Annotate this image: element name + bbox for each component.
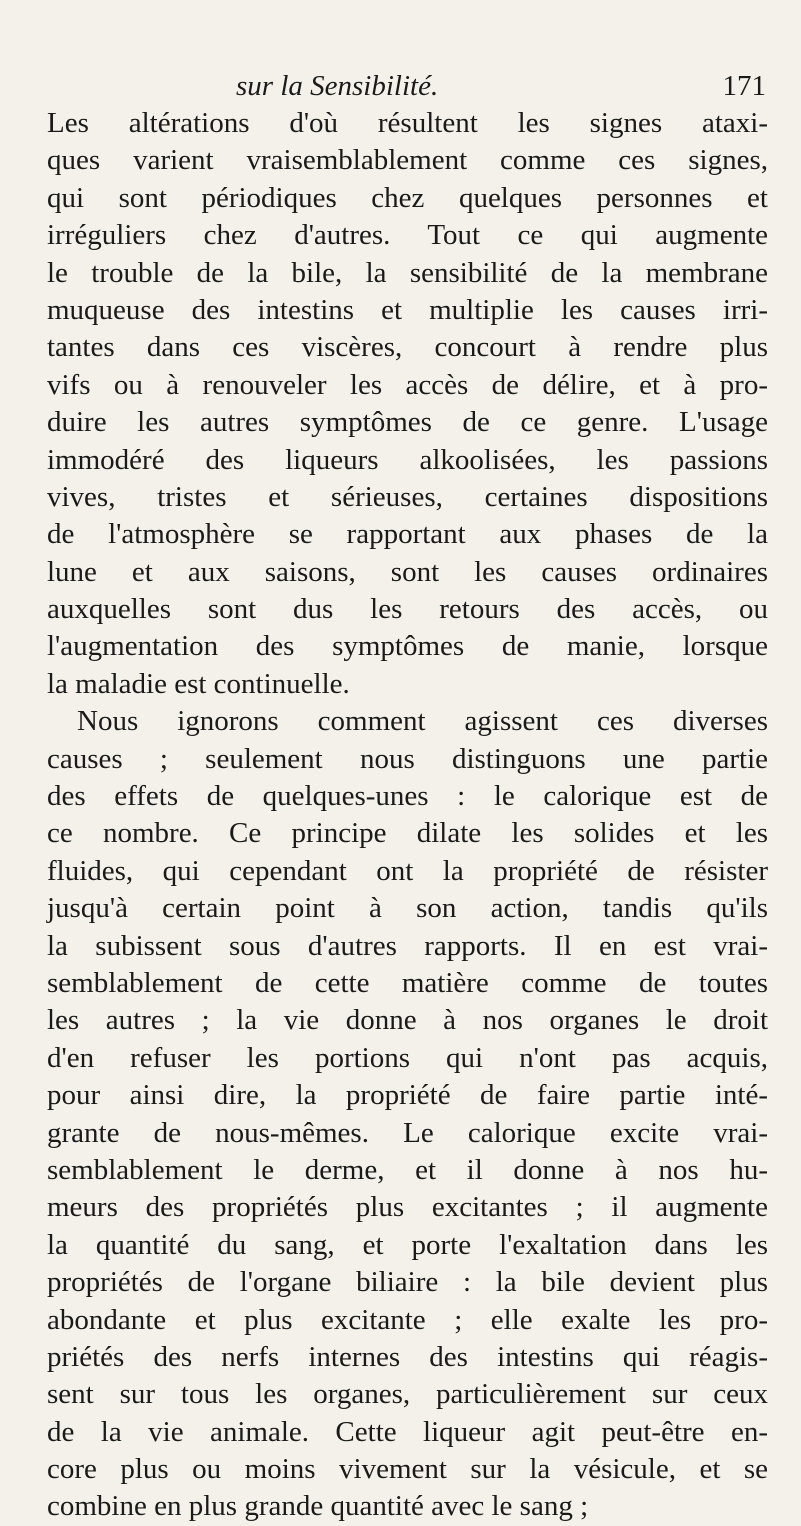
text-line: grante de nous-mêmes. Le calorique excite vrai- xyxy=(47,1116,768,1149)
running-head-title: sur la Sensibilité. xyxy=(236,70,439,102)
text-line: tantes dans ces viscères, concourt à rendre plus xyxy=(47,331,768,364)
text-line: immodéré des liqueurs alkoolisées, les passions xyxy=(47,443,768,476)
text-line: meurs des propriétés plus excitantes ; il augmente xyxy=(47,1191,768,1224)
text-line: core plus ou moins vivement sur la vésicule, et se xyxy=(47,1453,768,1486)
text-line: ques varient vraisemblablement comme ces signes, xyxy=(47,144,768,177)
running-head xyxy=(236,70,766,110)
text-line: muqueuse des intestins et multiplie les causes irri- xyxy=(47,293,768,326)
text-line: jusqu'à certain point à son action, tandis qu'ils xyxy=(47,892,768,925)
text-line: la maladie est continuelle. xyxy=(47,667,350,700)
text-line: d'en refuser les portions qui n'ont pas acquis, xyxy=(47,1041,768,1074)
text-line: duire les autres symptômes de ce genre. L'usage xyxy=(47,406,768,439)
text-line: sent sur tous les organes, particulièrement sur ceux xyxy=(47,1378,768,1411)
text-line: la subissent sous d'autres rapports. Il en est vrai- xyxy=(47,929,768,962)
text-line: de la vie animale. Cette liqueur agit peut-être en- xyxy=(47,1415,768,1448)
text-line: pour ainsi dire, la propriété de faire partie inté- xyxy=(47,1079,768,1112)
text-line: causes ; seulement nous distinguons une partie xyxy=(47,742,768,775)
text-line: ce nombre. Ce principe dilate les solides et les xyxy=(47,817,768,850)
text-line: qui sont périodiques chez quelques personnes et xyxy=(47,181,768,214)
text-line: les autres ; la vie donne à nos organes le droit xyxy=(47,1004,768,1037)
body-text xyxy=(47,105,768,1526)
text-line: Les altérations d'où résultent les signes ataxi- xyxy=(47,107,768,139)
text-line: auxquelles sont dus les retours des accès, ou xyxy=(47,593,768,626)
text-line: des effets de quelques-unes : le calorique est de xyxy=(47,780,768,813)
text-line: priétés des nerfs internes des intestins qui réagis- xyxy=(47,1340,768,1373)
text-line: de l'atmosphère se rapportant aux phases de la xyxy=(47,518,768,551)
text-line: Nous ignorons comment agissent ces diverses xyxy=(77,705,768,738)
text-line: le trouble de la bile, la sensibilité de la membrane xyxy=(47,256,768,289)
page-number: 171 xyxy=(722,70,766,102)
text-line: abondante et plus excitante ; elle exalte les pro- xyxy=(47,1303,768,1336)
text-line: semblablement le derme, et il donne à nos hu- xyxy=(47,1153,768,1186)
text-line: semblablement de cette matière comme de toutes xyxy=(47,966,768,999)
text-line: irréguliers chez d'autres. Tout ce qui augmente xyxy=(47,219,768,252)
text-line: propriétés de l'organe biliaire : la bile devient plus xyxy=(47,1266,768,1299)
text-line: vives, tristes et sérieuses, certaines dispositions xyxy=(47,480,768,513)
text-line: l'augmentation des symptômes de manie, lorsque xyxy=(47,630,768,663)
text-line: lune et aux saisons, sont les causes ordinaires xyxy=(47,555,768,588)
text-line: fluides, qui cependant ont la propriété de résister xyxy=(47,854,768,887)
text-line: combine en plus grande quantité avec le sang ; xyxy=(47,1490,589,1523)
text-line: la quantité du sang, et porte l'exaltation dans les xyxy=(47,1228,768,1261)
text-line: vifs ou à renouveler les accès de délire, et à pro- xyxy=(47,368,768,401)
